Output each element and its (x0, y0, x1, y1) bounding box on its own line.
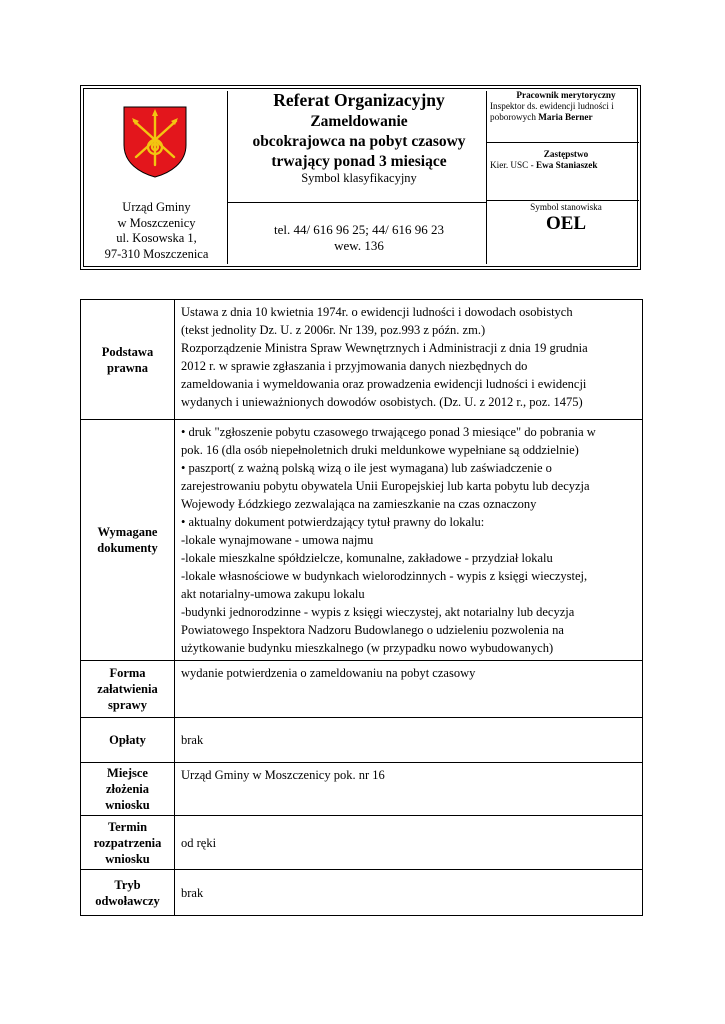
label-line: Tryb (114, 877, 141, 892)
label-line: prawna (107, 360, 148, 375)
document-line: -budynki jednorodzinne - wypis z księgi wieczystej, akt notarialny lub decyzja (181, 605, 575, 619)
label-line: złożenia (105, 782, 150, 796)
label-line: Podstawa (101, 344, 154, 359)
label-line: Forma (109, 666, 146, 680)
document-line: użytkowanie budynku mieszkalnego (w przypadku nowo wybudowanych) (181, 641, 554, 655)
table-row (81, 816, 643, 870)
document-line: zarejestrowaniu pobytu obywatela Unii Europejskiej lub karta pobytu lub decyzja (181, 479, 590, 493)
office-line: 97-310 Moszczenica (104, 246, 209, 261)
header-divider-right-2 (487, 200, 639, 201)
fees-label: Opłaty (81, 718, 175, 763)
header-divider-right-1 (487, 142, 639, 143)
legal-line: Rozporządzenie Ministra Spraw Wewnętrznych i Administracji z dnia 19 grudnia (181, 341, 588, 355)
document-line: akt notarialny-umowa zakupu lokalu (181, 587, 365, 601)
document-line: pok. 16 (dla osób niepełnoletnich druki meldunkowe wypełniane są oddzielnie) (181, 443, 579, 457)
staff-title (490, 90, 642, 101)
case-title-line: trwający ponad 3 miesiące (271, 153, 447, 170)
label-line: wniosku (105, 851, 150, 866)
table-row (81, 718, 643, 763)
phone-extension: wew. 136 (334, 238, 384, 253)
document-line: • druk "zgłoszenie pobytu czasowego trwającego ponad 3 miesiące" do pobrania w (181, 425, 596, 439)
place-value: Urząd Gminy w Moszczenicy pok. nr 16 (175, 763, 643, 816)
staff-desc-prefix: poborowych (490, 112, 539, 122)
legal-line: 2012 r. w sprawie zgłaszania i przyjmowania danych niezbędnych do (181, 359, 528, 373)
label-line: sprawy (108, 698, 147, 712)
header-box (80, 85, 641, 270)
table-row (81, 763, 643, 816)
label-line: Miejsce (107, 766, 148, 780)
deputy-title (490, 149, 642, 160)
document-line: -lokale wynajmowane - umowa najmu (181, 533, 374, 547)
phone-numbers (230, 222, 488, 254)
legal-line: Ustawa z dnia 10 kwietnia 1974r. o ewidencji ludności i dowodach osobistych (181, 305, 573, 319)
legal-line: wydanych i unieważnionych dowodów osobistych. (Dz. U. z 2012 r., poz. 1475) (181, 395, 583, 409)
case-title-line: Zameldowanie (310, 113, 408, 130)
table-row (81, 870, 643, 916)
document-line: • paszport( z ważną polską wizą o ile jest wymagana) lub zaświadczenie o (181, 461, 552, 475)
case-title-line: obcokrajowca na pobyt czasowy (252, 133, 466, 150)
deadline-value: od ręki (175, 816, 643, 870)
deputy-description (490, 160, 642, 171)
office-line: w Moszczenicy (117, 215, 196, 230)
deputy-title-text: Zastępstwo (543, 149, 589, 159)
office-line: Urząd Gminy (122, 200, 191, 214)
form-label (81, 661, 175, 718)
label-line: załatwienia (97, 682, 158, 696)
form-value: wydanie potwierdzenia o zameldowaniu na pobyt czasowy (175, 661, 643, 718)
header-divider-mid (228, 202, 486, 203)
post-symbol: OEL (545, 213, 587, 234)
table-row (81, 420, 643, 661)
table-row (81, 300, 643, 420)
label-line: odwoławczy (95, 893, 160, 908)
phone-line: tel. 44/ 616 96 25; 44/ 616 96 23 (273, 222, 445, 237)
document-line: • aktualny dokument potwierdzający tytuł prawny do lokalu: (181, 515, 485, 529)
document-line: -lokale mieszkalne spółdzielcze, komunalne, zakładowe - przydział lokalu (181, 551, 553, 565)
legal-line: zameldowania i wymeldowania oraz prowadzenia ewidencji ludności i ewidencji (181, 377, 587, 391)
coat-of-arms-icon (122, 105, 188, 179)
table-row (81, 661, 643, 718)
appeal-label (81, 870, 175, 916)
label-line: Termin (107, 819, 148, 834)
legal-basis-value (175, 300, 643, 420)
deputy-name: Ewa Staniaszek (535, 160, 598, 170)
place-label (81, 763, 175, 816)
legal-basis-label (81, 300, 175, 420)
header-inner-border (83, 88, 638, 267)
label-line: wniosku (105, 798, 150, 812)
deputy-desc: Kier. USC - (490, 160, 536, 170)
case-title (230, 112, 488, 172)
staff-desc-line: Inspektor ds. ewidencji ludności i (490, 101, 614, 111)
post-symbol-label: Symbol stanowiska (530, 202, 602, 212)
appeal-value: brak (175, 870, 643, 916)
document-line: Wojewody Łódzkiego zezwalająca na zamieszkanie na czas oznaczony (181, 497, 537, 511)
department-title: Referat Organizacyjny (273, 90, 445, 110)
staff-title-text: Pracownik merytoryczny (516, 90, 616, 100)
office-line: ul. Kosowska 1, (116, 231, 197, 245)
deadline-label (81, 816, 175, 870)
documents-label (81, 420, 175, 661)
legal-line: (tekst jednolity Dz. U. z 2006r. Nr 139, poz.993 z późn. zm.) (181, 323, 486, 337)
documents-value (175, 420, 643, 661)
staff-name: Maria Berner (538, 112, 593, 122)
label-line: dokumenty (97, 541, 158, 555)
info-table (80, 299, 643, 916)
label-line: Wymagane (97, 525, 158, 539)
label-line: rozpatrzenia (93, 835, 162, 850)
office-address (84, 200, 229, 262)
staff-description (490, 101, 642, 123)
fees-value: brak (175, 718, 643, 763)
symbol-label: Symbol klasyfikacyjny (301, 171, 417, 185)
document-line: Powiatowego Inspektora Nadzoru Budowlanego o udzieleniu pozwolenia na (181, 623, 564, 637)
document-line: -lokale własnościowe w budynkach wielorodzinnych - wypis z księgi wieczystej, (181, 569, 588, 583)
